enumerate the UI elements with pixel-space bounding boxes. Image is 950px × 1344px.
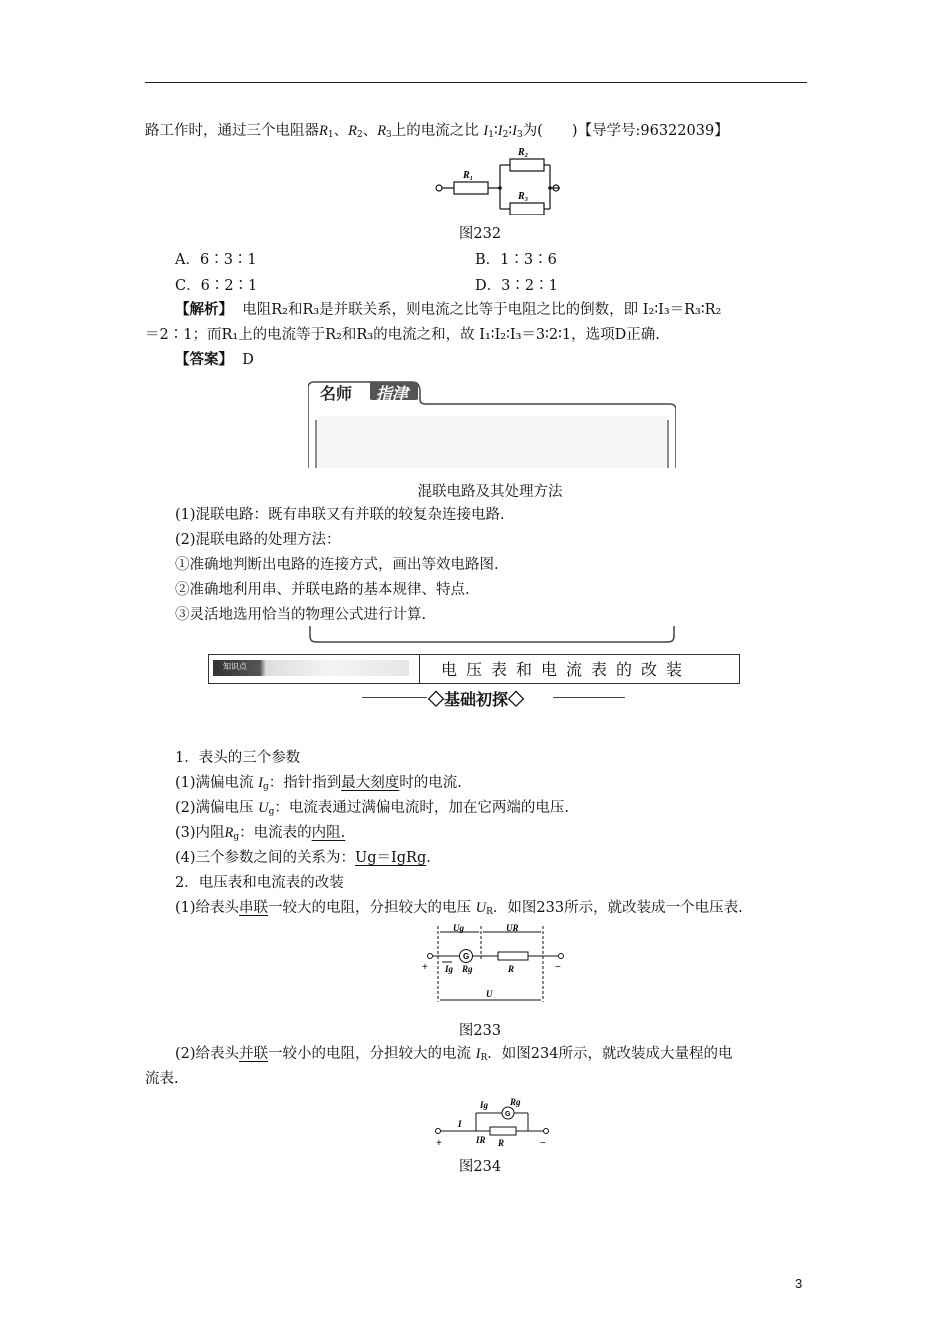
section-tag-label: 知识点 <box>223 662 247 671</box>
label-ug: Ug <box>453 923 464 933</box>
figure-caption-232: 图232 <box>458 226 502 242</box>
label-g: G <box>463 952 470 961</box>
label-minus: − <box>540 1138 546 1149</box>
circuit-figure-232 <box>430 145 560 215</box>
tip-line-2: (2)混联电路的处理方法： <box>175 532 341 548</box>
para-6: (2)给表头并联一较小的电阻，分担较大的电流 $I_R$．如图234所示，就改装成大量程的电 <box>175 1046 733 1063</box>
resistor-r2 <box>510 159 544 171</box>
label-r1: R₁ <box>463 170 474 181</box>
resistor-r <box>498 952 528 960</box>
label-rg: Rg <box>510 1097 521 1107</box>
tip-line-3: ①准确地判断出电路的连接方式，画出等效电路图. <box>175 557 499 573</box>
tip-line-4: ②准确地利用串、并联电路的基本规律、特点. <box>175 582 470 598</box>
label-u: U <box>486 989 493 999</box>
label-ig: Ig <box>480 1100 489 1110</box>
label-plus: + <box>436 1138 442 1149</box>
option-d: D．3∶2∶1 <box>475 278 558 294</box>
label-r2: R₂ <box>518 147 529 158</box>
section-banner <box>208 654 740 684</box>
tip-title: 混联电路及其处理方法 <box>417 484 563 500</box>
label-r: R <box>498 1138 505 1148</box>
label-ur: UR <box>506 923 519 933</box>
question-line: 路工作时，通过三个电阻器$R_1$、$R_2$、$R_3$上的电流之比 $I_1∶I_2∶I_3$为( )【导学号:96322039】 <box>145 123 729 140</box>
circuit-figure-234 <box>428 1093 556 1153</box>
tip-line-5: ③灵活地选用恰当的物理公式进行计算. <box>175 607 427 623</box>
tip-box-top <box>308 380 676 468</box>
analysis-line-2: ＝2∶1；而R₁上的电流等于R₂和R₃的电流之和，故 I₁∶I₂∶I₃＝3∶2∶1，选项D正确. <box>145 327 660 343</box>
tip-line-1: (1)混联电路：既有串联又有并联的较复杂连接电路. <box>175 507 505 523</box>
page-number: 3 <box>795 1276 803 1291</box>
header-rule <box>145 82 807 83</box>
resistor-r <box>490 1127 516 1135</box>
label-i: I <box>458 1119 462 1129</box>
circuit-figure-233 <box>418 920 578 1012</box>
tip-header-label: 名师 <box>320 386 353 403</box>
resistor-r1 <box>454 182 488 194</box>
para-5: (1)给表头串联一较大的电阻，分担较大的电压 $U_R$．如图233所示，就改装成一个电压表. <box>175 900 743 917</box>
para-1: (1)满偏电流 $I_g$：指针指到最大刻度时的电流. <box>175 775 462 792</box>
terminal-left <box>436 185 442 191</box>
label-ir: IR <box>476 1135 486 1145</box>
option-a: A．6∶3∶1 <box>175 252 257 268</box>
label-minus: − <box>555 962 561 973</box>
para-4: (4)三个参数之间的关系为：Ug＝IgRg. <box>175 850 431 866</box>
option-c: C．6∶2∶1 <box>175 278 258 294</box>
label-ig: Ig <box>445 964 454 974</box>
label-r: R <box>508 964 515 974</box>
para-3: (3)内阻$R_g$：电流表的内阻. <box>175 825 346 842</box>
label-r3: R₃ <box>518 191 529 202</box>
option-b: B．1∶3∶6 <box>475 252 557 268</box>
para-6-cont: 流表. <box>145 1071 179 1087</box>
tip-box-bottom <box>308 626 678 646</box>
label-rg: Rg <box>462 964 473 974</box>
resistor-r3 <box>510 203 544 215</box>
figure-caption-233: 图233 <box>458 1023 502 1039</box>
label-g: G <box>505 1111 511 1118</box>
label-plus: + <box>422 962 428 973</box>
heading-1: 1．表头的三个参数 <box>175 750 301 766</box>
figure-caption-234: 图234 <box>458 1159 502 1175</box>
para-2: (2)满偏电压 $U_g$：电流表通过满偏电流时，加在它两端的电压. <box>175 800 570 817</box>
subsection-title: ◇基础初探◇ <box>428 692 525 709</box>
tip-header-badge: 指津 <box>376 386 409 403</box>
heading-2: 2．电压表和电流表的改装 <box>175 875 344 891</box>
answer-line: 【答案】 D <box>175 351 254 368</box>
analysis-line-1: 【解析】 电阻R₂和R₃是并联关系，则电流之比等于电阻之比的倒数，即 I₂∶I₃＝R₃∶R₂ <box>175 301 722 318</box>
section-title: 电压表和电流表的改装 <box>441 660 692 679</box>
